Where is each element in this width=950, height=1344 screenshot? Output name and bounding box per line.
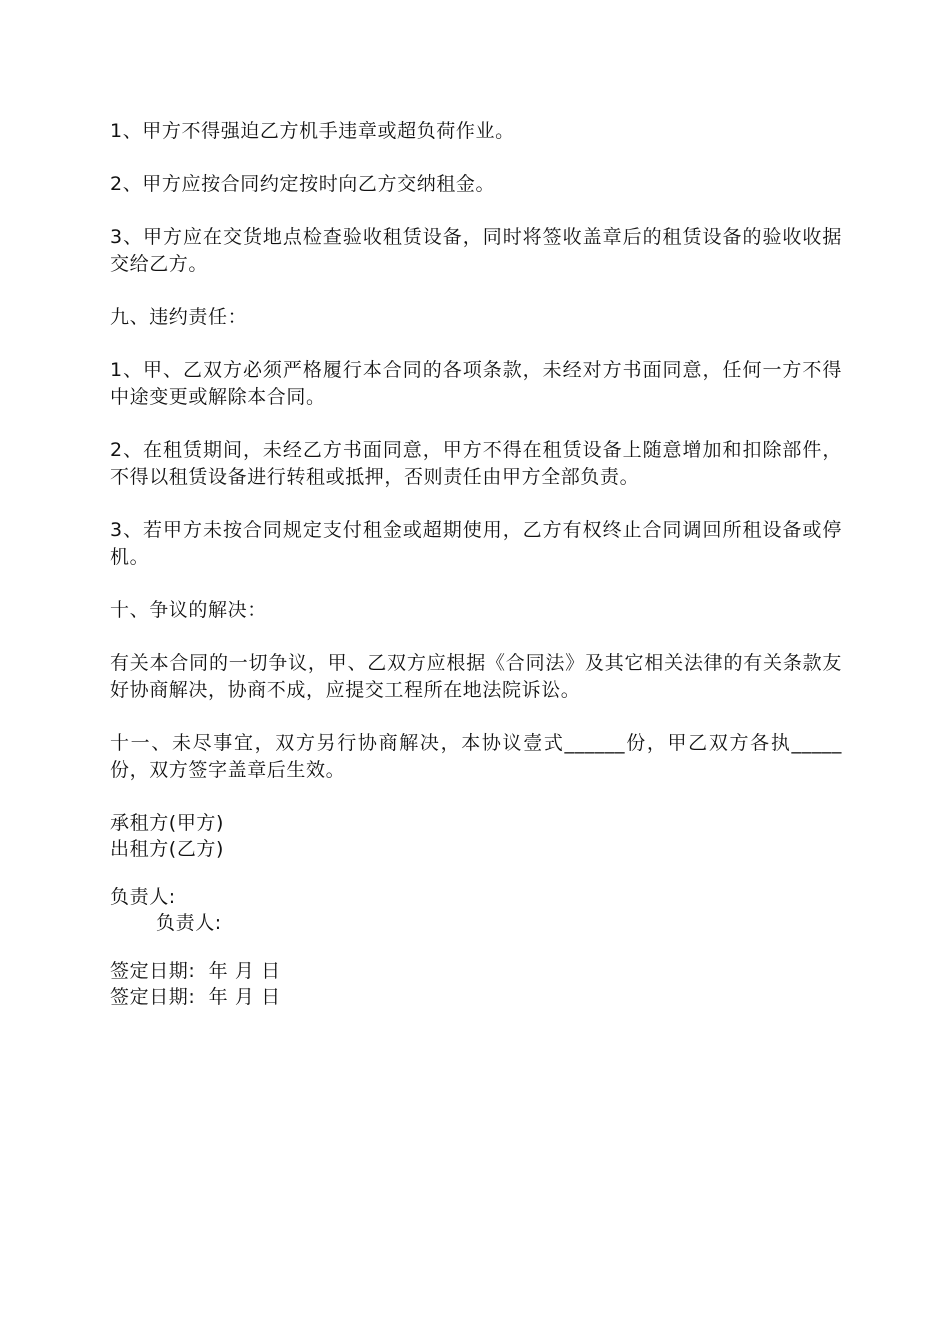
dispute-clause: 有关本合同的一切争议，甲、乙双方应根据《合同法》及其它相关法律的有关条款友好协商解决，协商不成，应提交工程所在地法院诉讼。 xyxy=(110,652,842,701)
clause-3: 3、甲方应在交货地点检查验收租赁设备，同时将签收盖章后的租赁设备的验收收据交给乙方。 xyxy=(110,226,842,275)
signature-block xyxy=(110,810,842,1010)
lessor-label: 出租方(乙方) xyxy=(110,838,225,860)
spacer xyxy=(110,936,842,958)
breach-clause-2: 2、在租赁期间，未经乙方书面同意，甲方不得在租赁设备上随意增加和扣除部件，不得以租赁设备进行转租或抵押，否则责任由甲方全部负责。 xyxy=(110,439,842,488)
responsible-person-2: 负责人: xyxy=(156,912,222,934)
section-heading-dispute: 十、争议的解决： xyxy=(110,599,267,621)
breach-clause-1: 1、甲、乙双方必须严格履行本合同的各项条款，未经对方书面同意，任何一方不得中途变更或解除本合同。 xyxy=(110,359,842,408)
section-heading-breach: 九、违约责任： xyxy=(110,306,248,328)
clause-11: 十一、未尽事宜，双方另行协商解决，本协议壹式______份，甲乙双方各执_____份，双方签字盖章后生效。 xyxy=(110,732,842,781)
sign-date-1: 签定日期: 年 月 日 xyxy=(110,960,281,982)
document-body xyxy=(110,118,842,1010)
responsible-person-1: 负责人: xyxy=(110,886,176,908)
clause-1: 1、甲方不得强迫乙方机手违章或超负荷作业。 xyxy=(110,120,515,142)
breach-clause-3: 3、若甲方未按合同规定支付租金或超期使用，乙方有权终止合同调回所租设备或停机。 xyxy=(110,519,842,568)
lessee-label: 承租方(甲方) xyxy=(110,812,225,834)
spacer xyxy=(110,862,842,884)
sign-date-2: 签定日期: 年 月 日 xyxy=(110,986,281,1008)
clause-2: 2、甲方应按合同约定按时向乙方交纳租金。 xyxy=(110,173,496,195)
